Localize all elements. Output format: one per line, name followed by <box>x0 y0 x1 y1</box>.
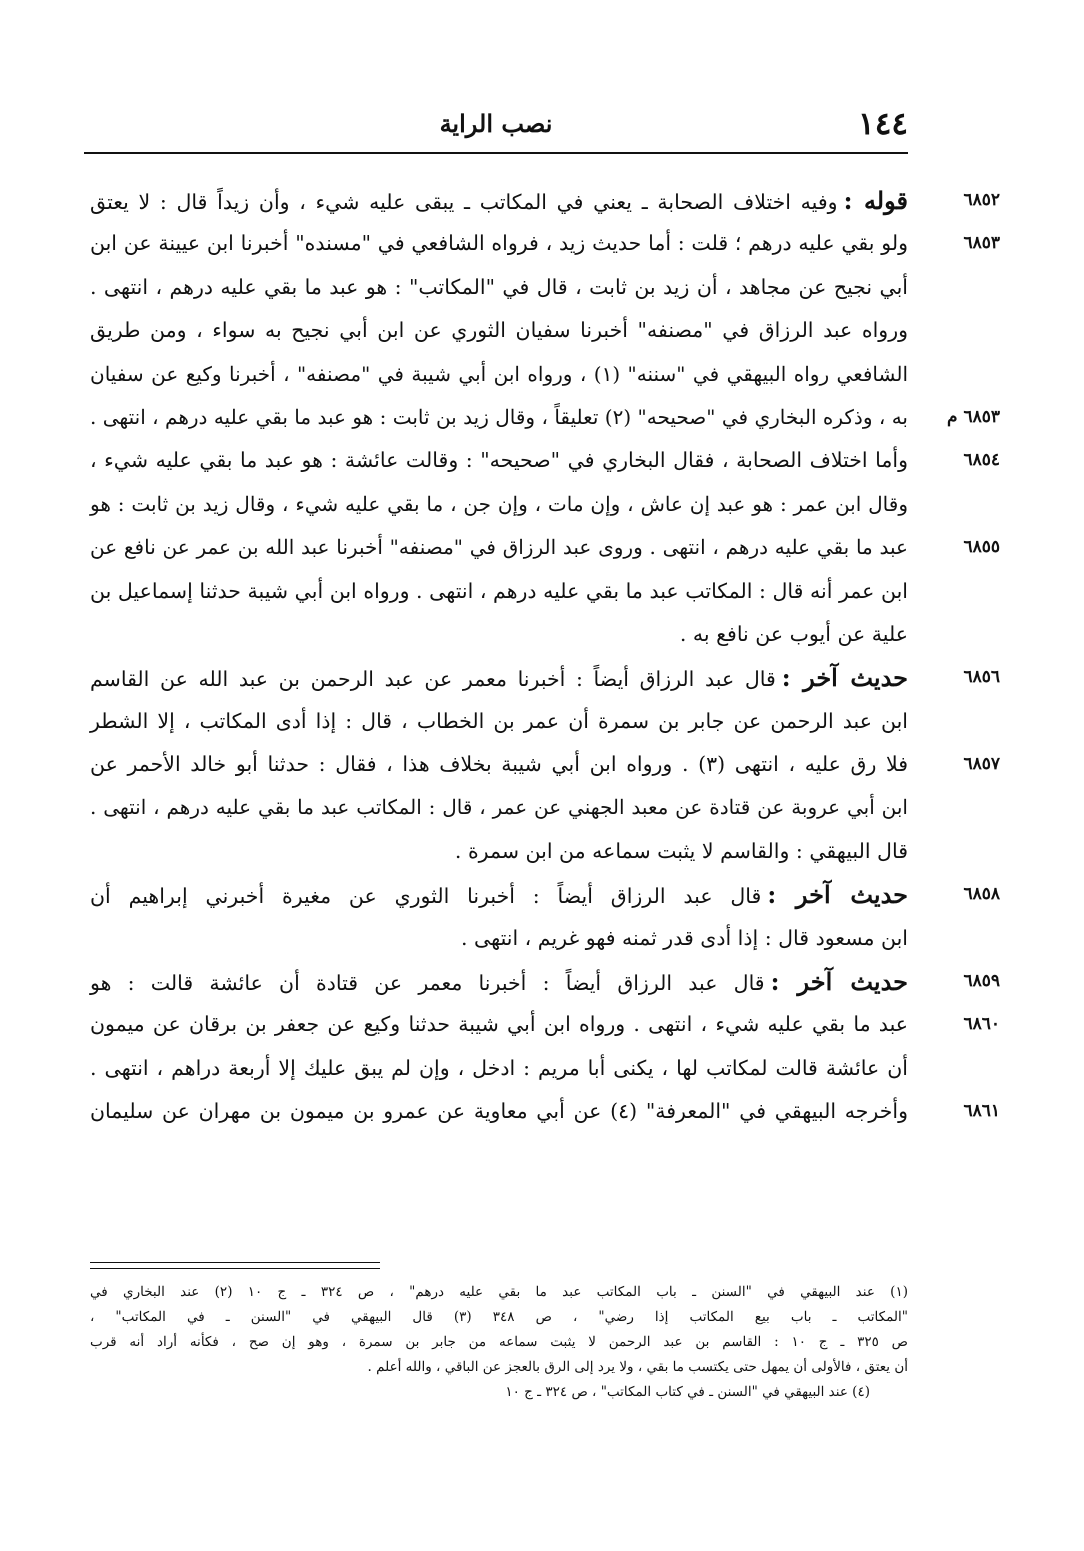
text-line <box>90 960 1000 1003</box>
line-text: وأما اختلاف الصحابة ، فقال البخاري في "صحيحه" : وقالت عائشة : هو عبد ما بقي عليه شيء ، <box>90 448 908 473</box>
line-number: ٦٨٥٥ <box>963 537 1000 558</box>
line-text: عبد ما بقي عليه شيء ، انتهى . ورواه ابن أبي شيبة حدثنا وكيع عن جعفر بن برقان عن ميمون <box>90 1012 908 1037</box>
line-number: ٦٨٥٩ <box>963 971 1000 992</box>
line-text: وأخرجه البيهقي في "المعرفة" (٤) عن أبي معاوية عن عمرو بن ميمون بن مهران عن سليمان <box>90 1099 908 1124</box>
line-number: ٦٨٥٤ <box>963 450 1000 471</box>
line-text: قال البيهقي : والقاسم لا يثبت سماعه من ابن سمرة . <box>454 838 908 863</box>
text-line <box>90 483 908 526</box>
line-content <box>90 266 908 309</box>
line-content <box>90 613 908 656</box>
text-line <box>90 222 1000 265</box>
line-text: ابن عمر أنه قال : المكاتب عبد ما بقي عليه درهم ، انتهى . ورواه ابن أبي شيبة حدثنا إسماعيل بن <box>90 578 908 603</box>
line-number: ٦٨٦٠ <box>963 1014 1000 1035</box>
line-content <box>90 743 908 786</box>
line-text: عبد ما بقي عليه درهم ، انتهى . وروى عبد الرزاق في "مصنفه" أخبرنا عبد الله بن عمر عن نافع عن <box>90 535 908 560</box>
line-content <box>90 873 908 918</box>
text-line <box>90 353 908 396</box>
text-line <box>90 309 908 352</box>
line-content <box>90 1090 908 1133</box>
line-text: به ، وذكره البخاري في "صحيحه" (٢) تعليقاً ، وقال زيد بن ثابت : هو عبد ما بقي عليه درهم ، انتهى . <box>90 404 909 429</box>
line-text: قال عبد الرزاق أيضاً : أخبرنا معمر عن قتادة أن عائشة قالت : هو <box>90 971 765 996</box>
line-content <box>90 570 908 613</box>
section-heading: قوله : <box>843 186 908 215</box>
footnote-text: (٤) عند البيهقي في "السنن ـ في كتاب المكاتب" ، ص ٣٢٤ ـ ج ١٠ <box>505 1384 870 1400</box>
page-header <box>84 104 908 144</box>
line-content <box>90 179 908 224</box>
line-text: ورواه عبد الرزاق في "مصنفه" أخبرنا سفيان الثوري عن ابن أبي نجيح به سواء ، ومن طريق <box>90 318 908 343</box>
line-content <box>90 1003 908 1046</box>
footnote-separator <box>90 1262 380 1269</box>
line-number: ٦٨٥٣ <box>963 233 1000 254</box>
line-text: أن عائشة قالت لمكاتب لها ، يكنى أبا مريم : ادخل ، وإن لم يبق عليك إلا أربعة دراهم ، انتهى . <box>90 1055 908 1080</box>
line-number: ٦٨٥٣ م <box>947 406 1000 427</box>
text-line <box>90 873 1000 916</box>
header-rule <box>84 152 908 154</box>
text-line <box>90 526 1000 569</box>
line-text: قال عبد الرزاق أيضاً : أخبرنا الثوري عن مغيرة أخبرني إبراهيم أن <box>90 884 762 909</box>
line-content <box>90 222 908 265</box>
line-text: قال عبد الرزاق أيضاً : أخبرنا معمر عن عبد الرحمن بن عبد الله عن القاسم <box>90 667 776 692</box>
footnote-line <box>90 1280 908 1305</box>
line-text: الشافعي رواه البيهقي في "سننه" (١) ، ورواه ابن أبي شيبة في "مصنفه" ، أخبرنا وكيع عن سفيان <box>90 361 909 386</box>
footnote-line <box>90 1330 908 1355</box>
text-line <box>90 570 908 613</box>
line-text: ابن عبد الرحمن عن جابر بن سمرة أن عمر بن الخطاب ، قال : إذا أدى المكاتب ، إلا الشطر <box>90 708 908 733</box>
text-line <box>90 786 908 829</box>
section-heading: حديث آخر : <box>767 880 909 910</box>
text-line <box>90 396 1000 439</box>
line-content <box>90 483 908 526</box>
text-line <box>90 1047 908 1090</box>
line-text: علية عن أيوب عن نافع به . <box>679 621 908 646</box>
line-content <box>90 917 908 960</box>
line-text: ابن مسعود قال : إذا أدى قدر ثمنه فهو غريم ، انتهى . <box>461 925 908 950</box>
text-line <box>90 700 908 743</box>
book-title: نصب الراية <box>439 109 553 138</box>
text-line <box>90 1090 1000 1133</box>
line-number: ٦٨٦١ <box>963 1101 1000 1122</box>
line-text: وقال ابن عمر : هو عبد إن عاش ، وإن مات ، وإن جن ، ما بقي عليه شيء ، وقال زيد بن ثابت : هو <box>90 491 908 516</box>
footnotes <box>90 1280 908 1405</box>
text-line <box>90 266 908 309</box>
text-line <box>90 1003 1000 1046</box>
line-text: فلا رق عليه ، انتهى (٣) . ورواه ابن أبي شيبة بخلاف هذا ، فقال : حدثنا أبو خالد الأحمر عن <box>90 752 908 777</box>
line-number: ٦٨٥٦ <box>963 667 1000 688</box>
text-line <box>90 179 1000 222</box>
page-number: ١٤٤ <box>858 106 908 142</box>
footnote-line <box>90 1355 908 1380</box>
line-number: ٦٨٥٨ <box>963 884 1000 905</box>
line-content <box>90 656 908 701</box>
text-line <box>90 439 1000 482</box>
line-text: أبي نجيح عن مجاهد ، أن زيد بن ثابت ، قال في "المكاتب" : هو عبد ما بقي عليه درهم ، انتهى . <box>90 274 908 299</box>
line-number: ٦٨٥٧ <box>963 754 1000 775</box>
footnote-text: "المكاتب ـ باب بيع المكاتب إذا رضي" ، ص ٣٤٨ (٣) قال البيهقي في "السنن ـ في المكاتب" ، <box>90 1309 908 1325</box>
line-text: ابن أبي عروبة عن قتادة عن معبد الجهني عن عمر ، قال : المكاتب عبد ما بقي عليه درهم ، انتهى . <box>90 795 908 820</box>
footnote-text: (١) عند البيهقي في "السنن ـ باب المكاتب عبد ما بقي عليه درهم" ، ص ٣٢٤ ـ ج ١٠ (٢) عند البخاري في <box>90 1284 908 1300</box>
line-text: وفيه اختلاف الصحابة ـ يعني في المكاتب ـ يبقى عليه شيء ، وأن زيداً قال : لا يعتق <box>90 190 838 214</box>
footnote-line <box>90 1305 908 1330</box>
text-line <box>90 743 1000 786</box>
line-content <box>90 830 908 873</box>
footnote-text: ص ٣٢٥ ـ ج ١٠ : القاسم بن عبد الرحمن لا يثبت سماعه من جابر بن سمرة ، وهو إن صح ، فكأنه أراد أنه قرب <box>90 1334 908 1350</box>
line-content <box>90 960 908 1005</box>
section-heading: حديث آخر : <box>781 663 908 693</box>
line-content <box>90 439 908 482</box>
text-line <box>90 656 1000 699</box>
line-content <box>90 700 908 743</box>
line-text: ولو بقي عليه درهم ؛ قلت : أما حديث زيد ، فرواه الشافعي في "مسنده" أخبرنا ابن عيينة عن ابن <box>90 231 908 256</box>
line-content <box>90 353 908 396</box>
footnote-text: أن يعتق ، فالأولى أن يمهل حتى يكتسب ما بقي ، ولا يرد إلى الرق بالعجز عن الباقي ، والله أعلم . <box>367 1359 908 1375</box>
text-line <box>90 830 908 873</box>
main-text <box>90 179 1000 1134</box>
line-content <box>90 786 908 829</box>
line-number: ٦٨٥٢ <box>963 190 1000 210</box>
section-heading: حديث آخر : <box>770 967 909 997</box>
footnote-line <box>90 1380 908 1405</box>
line-content <box>90 526 908 569</box>
line-content <box>90 309 908 352</box>
line-content <box>90 1047 908 1090</box>
text-line <box>90 917 908 960</box>
text-line <box>90 613 908 656</box>
line-content <box>90 396 908 439</box>
